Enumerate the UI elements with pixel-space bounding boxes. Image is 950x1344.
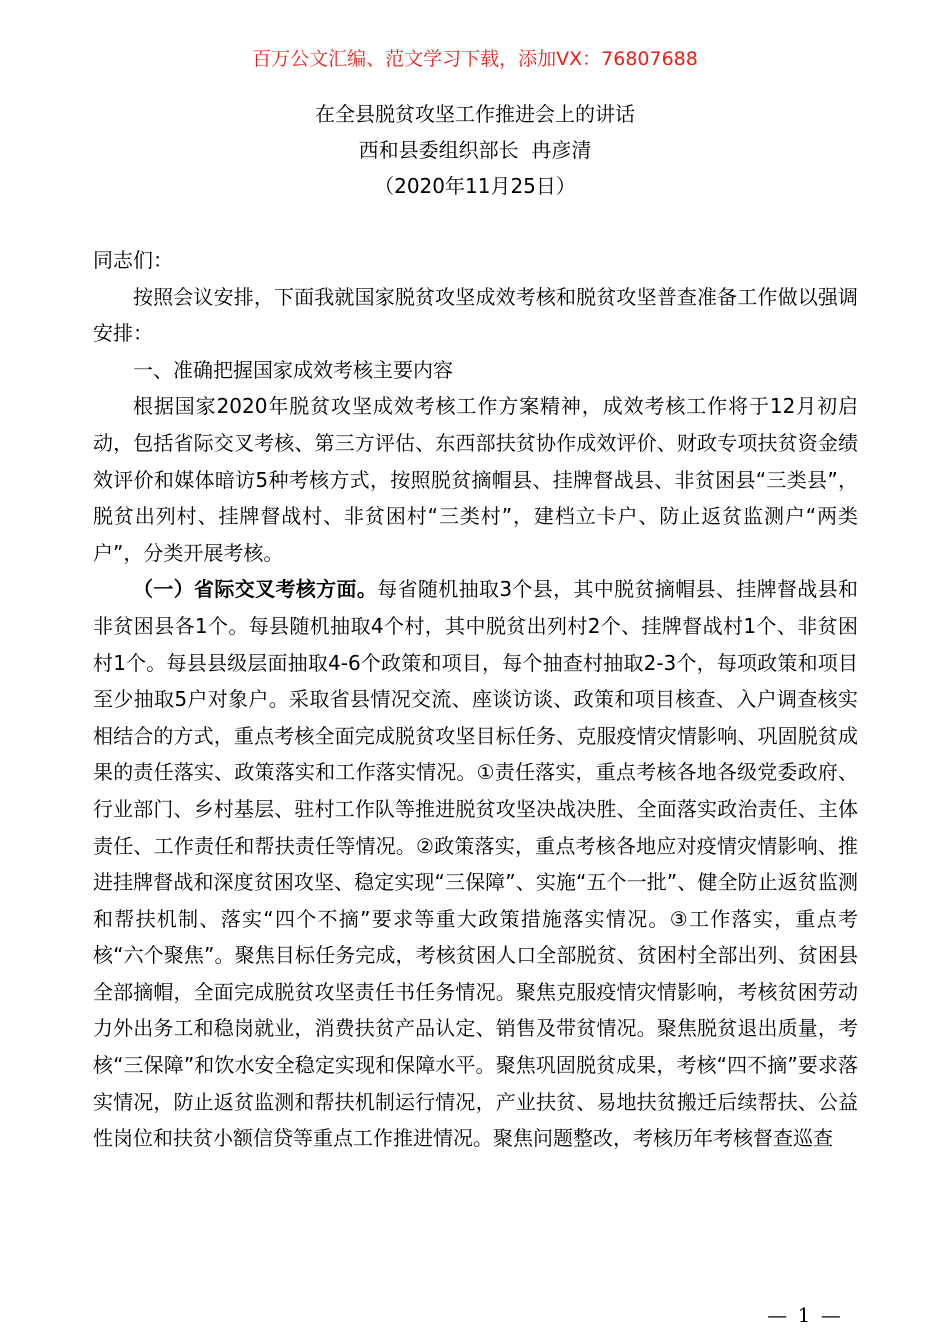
watermark-text: 百万公文汇编、范文学习下载，添加VX：76807688 [252,48,698,70]
section-paragraph: 根据国家2020年脱贫攻坚成效考核工作方案精神，成效考核工作将于12月初启动，包括省际交叉考核、第三方评估、东西部扶贫协作成效评价、财政专项扶贫资金绩效评价和媒体暗访5种考核方式，按照脱贫摘帽县、挂牌督战县、非贫困县“三类县”，脱贫出列村、挂牌督战村、非贫困村“三类村”，建档立卡户、防止返贫监测户“两类户”，分类开展考核。 [93,394,858,565]
document-title: 在全县脱贫攻坚工作推进会上的讲话 [315,102,635,126]
salutation: 同志们： [93,248,173,272]
document-date: （2020年11月25日） [374,174,576,198]
section-heading: 一、准确把握国家成效考核主要内容 [133,357,453,382]
title-block [0,96,950,204]
document-author: 西和县委组织部长 冉彦清 [358,138,592,162]
subsection-text: 每省随机抽取3个县，其中脱贫摘帽县、挂牌督战县和非贫困县各1个。每县随机抽取4个村，其中脱贫出列村2个、挂牌督战村1个、非贫困村1个。每县县级层面抽取4-6个政策和项目，每个抽查村抽取2-3个，每项政策和项目至少抽取5户对象户。采取省县情况交流、座谈访谈、政策和项目核查、入户调查核实相结合的方式，重点考核全面完成脱贫攻坚目标任务、克服疫情灾情影响、巩固脱贫成果的责任落实、政策落实和工作落实情况。①责任落实，重点考核各地各级党委政府、行业部门、乡村基层、驻村工作队等推进脱贫攻坚决战决胜、全面落实政治责任、主体责任、工作责任和帮扶责任等情况。②政策落实，重点考核各地应对疫情灾情影响、推进挂牌督战和深度贫困攻坚、稳定实现“三保障”、实施“五个一批”、健全防止返贫监测和帮扶机制、落实“四个不摘”要求等重大政策措施落实情况。③工作落实，重点考核“六个聚焦”。聚焦目标任务完成，考核贫困人口全部脱贫、贫困村全部出列、贫困县全部摘帽，全面完成脱贫攻坚责任书任务情况。聚焦克服疫情灾情影响，考核贫困劳动力外出务工和稳岗就业，消费扶贫产品认定、销售及带贫情况。聚焦脱贫退出质量，考核“三保障”和饮水安全稳定实现和保障水平。聚焦巩固脱贫成果，考核“四不摘”要求落实情况，防止返贫监测和帮扶机制运行情况，产业扶贫、易地扶贫搬迁后续帮扶、公益性岗位和扶贫小额信贷等重点工作推进情况。聚焦问题整改，考核历年考核督查巡查 [93,577,859,1151]
subsection-paragraph [93,571,858,1157]
document-body [93,242,858,1157]
subsection-heading: （一）省际交叉考核方面。 [133,577,378,602]
page-number: — 1 — [767,1303,843,1327]
intro-paragraph: 按照会议安排，下面我就国家脱贫攻坚成效考核和脱贫攻坚普查准备工作做以强调安排： [93,284,858,346]
